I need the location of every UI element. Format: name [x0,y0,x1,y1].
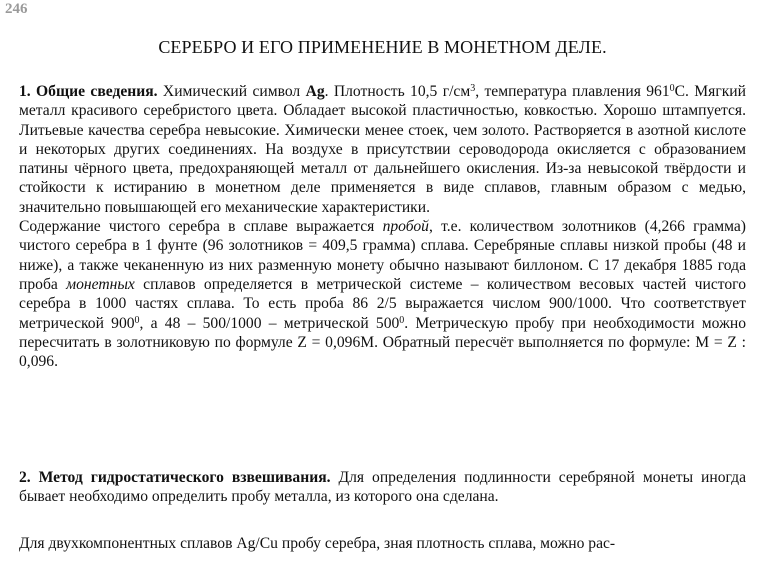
text-run: Содержание чистого серебра в сплаве выражается [19,218,383,236]
superscript: 0 [134,314,140,326]
text-run: , температура плавления 961 [475,83,670,100]
section-heading-hydrostatic: 2. Метод гидростатического взвешивания. [19,469,331,486]
page-number: 246 [5,1,28,17]
page-title: СЕРЕБРО И ЕГО ПРИМЕНЕНИЕ В МОНЕТНОМ ДЕЛЕ. [158,37,607,57]
chemical-symbol: Ag [305,83,325,100]
superscript: 0 [669,83,675,94]
section-hydrostatic [19,468,746,507]
section-general-info [19,82,746,371]
term-monetnyh: монетных [66,275,135,293]
superscript: 3 [470,83,476,94]
text-run: , т.е. количеством золотников (4,266 грамма) чистого серебра в 1 фунте (96 золотников = 409,5 грамма) сплава. Серебряные сплавы низкой пробы (48 и ниже), а также чеканенную из них разменную монету обычно называют биллоном. С 17 декабря 1885 года проба [19,218,746,293]
section-heading-general: 1. Общие сведения. [19,83,158,100]
text-run: Для определения подлинности серебряной монеты иногда бывает необходимо определить пробу металла, из которого она сделана. [19,469,746,506]
text-run: Химический символ [157,83,306,100]
text-run: сплавов определяется в метрической системе – количеством весовых частей чистого серебра в 1000 частях сплава. То есть проба 86 2/5 выражается числом 900/1000. Что соответствует метрической 900 [19,275,746,332]
section-alloy-paragraph [19,534,746,553]
text-run: . Плотность 10,5 г/см [324,83,471,100]
text-run: . Метрическую пробу при необходимости можно пересчитать в золотниковую по формуле Z = 0,096M. Обратный пересчёт выполняется по формуле: M = Z : 0,096. [19,314,746,371]
text-run: , а 48 – 500/1000 – метрической 500 [139,314,400,332]
text-run: С. Мягкий металл красивого серебристого цвета. Обладает высокой пластичностью, ковкостью. Хорошо штампуется. Литьевые качества серебра невысокие. Химически менее стоек, чем золото. Растворяется в азотной кислоте и некоторых других соединениях. На воздухе в присутствии сероводорода окисляется с образованием патины чёрного цвета, предохраняющей металл от дальнейшего окисления. Из-за невысокой твёрдости и стойкости к истиранию в монетном деле применяется в виде сплавов, главным образом с медью, значительно повышающей его механические характеристики. [19,83,746,216]
superscript: 0 [399,314,405,326]
term-proba: пробой [382,218,429,236]
text-run: Для двухкомпонентных сплавов Ag/Cu пробу серебра, зная плотность сплава, можно рас- [19,535,616,552]
